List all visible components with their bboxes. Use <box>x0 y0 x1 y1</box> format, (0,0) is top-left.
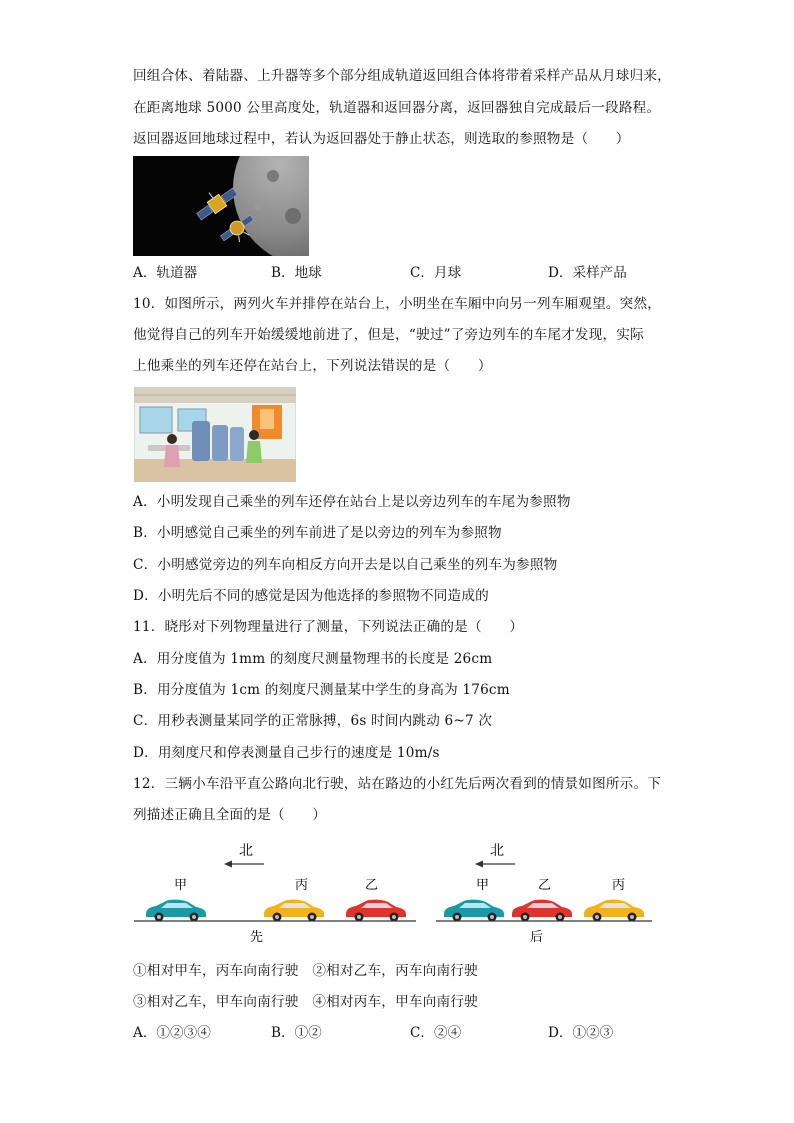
car-label-jia-before: 甲 <box>174 878 188 893</box>
q12-statement-2: ③相对乙车，甲车向南行驶 ④相对丙车，甲车向南行驶 <box>133 994 478 1010</box>
q12-statement-1: ①相对甲车，丙车向南行驶 ②相对乙车，丙车向南行驶 <box>133 963 478 979</box>
car-label-yi-after: 乙 <box>538 878 552 893</box>
q10-option-a[interactable]: A．小明发现自己乘坐的列车还停在站台上是以旁边列车的车尾为参照物 <box>133 494 571 510</box>
q12-option-b[interactable]: B．①② <box>271 1025 322 1041</box>
yellow-car-before <box>264 900 324 922</box>
caption-after: 后 <box>530 930 544 945</box>
q11-option-a[interactable]: A．用分度值为 1mm 的刻度尺测量物理书的长度是 26cm <box>133 651 493 667</box>
red-car-after <box>512 900 572 922</box>
q12-line-2: 列描述正确且全面的是（ ） <box>133 807 327 823</box>
car-label-yi-before: 乙 <box>365 878 379 893</box>
q12-line-1: 12．三辆小车沿平直公路向北行驶，站在路边的小红先后两次看到的情景如图所示。下 <box>133 776 662 792</box>
q9-option-a[interactable]: A．轨道器 <box>133 265 198 281</box>
q12-option-d[interactable]: D．①②③ <box>548 1025 614 1041</box>
q11-option-d[interactable]: D．用刻度尺和停表测量自己步行的速度是 10m/s <box>133 745 440 761</box>
spacecraft-moon-image <box>133 156 309 256</box>
red-car-before <box>346 900 406 922</box>
q11-option-b[interactable]: B．用分度值为 1cm 的刻度尺测量某中学生的身高为 176cm <box>133 682 510 698</box>
q12-option-c[interactable]: C．②④ <box>410 1025 462 1041</box>
north-label-after: 北 <box>490 843 504 859</box>
q9-option-c[interactable]: C．月球 <box>410 265 462 281</box>
q9-line-2: 在距离地球 5000 公里高度处，轨道器和返回器分离，返回器独自完成最后一段路程。 <box>133 100 661 116</box>
train-interior-image <box>134 387 296 482</box>
yellow-car-after <box>584 900 644 922</box>
q12-options <box>133 1023 693 1043</box>
q10-line-1: 10．如图所示，两列火车并排停在站台上，小明坐在车厢中向另一列车厢观望。突然， <box>133 296 662 312</box>
q12-option-a[interactable]: A．①②③④ <box>133 1025 211 1041</box>
q9-option-b[interactable]: B．地球 <box>271 265 322 281</box>
q10-line-2: 他觉得自己的列车开始缓缓地前进了，但是，“驶过”了旁边列车的车尾才发现，实际 <box>133 327 644 343</box>
car-label-jia-after: 甲 <box>476 878 490 893</box>
q11-line-1: 11．晓彤对下列物理量进行了测量，下列说法正确的是（ ） <box>133 619 524 635</box>
q10-line-3: 上他乘坐的列车还停在站台上，下列说法错误的是（ ） <box>133 358 492 374</box>
car-label-bing-after: 丙 <box>612 878 626 893</box>
q10-option-b[interactable]: B．小明感觉自己乘坐的列车前进了是以旁边的列车为参照物 <box>133 525 502 541</box>
q9-line-3: 返回器返回地球过程中，若认为返回器处于静止状态，则选取的参照物是（ ） <box>133 131 630 147</box>
q10-option-d[interactable]: D．小明先后不同的感觉是因为他选择的参照物不同造成的 <box>133 588 489 604</box>
cyan-car-after <box>444 900 504 922</box>
car-label-bing-before: 丙 <box>295 878 309 893</box>
cyan-car-before <box>146 900 206 922</box>
three-cars-figure <box>128 838 658 950</box>
q9-options <box>133 263 693 283</box>
q9-option-d[interactable]: D．采样产品 <box>548 265 627 281</box>
q11-option-c[interactable]: C．用秒表测量某同学的正常脉搏，6s 时间内跳动 6~7 次 <box>133 713 493 729</box>
q9-line-1: 回组合体、着陆器、上升器等多个部分组成轨道返回组合体将带着采样产品从月球归来， <box>133 68 671 84</box>
q10-option-c[interactable]: C．小明感觉旁边的列车向相反方向开去是以自己乘坐的列车为参照物 <box>133 557 558 573</box>
caption-before: 先 <box>250 930 264 945</box>
north-label-before: 北 <box>239 843 253 859</box>
